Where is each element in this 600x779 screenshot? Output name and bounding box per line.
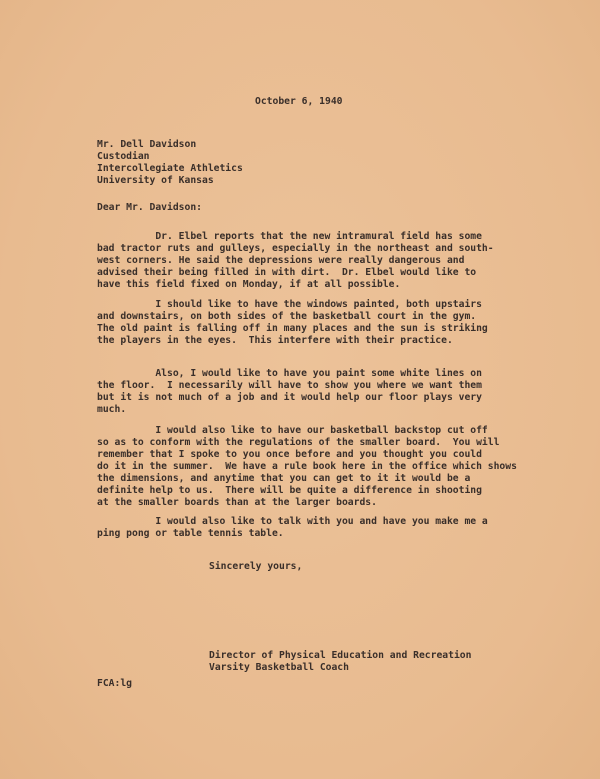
text-line: I should like to have the windows painted, both upstairs	[97, 299, 482, 310]
address-line: Mr. Dell Davidson	[97, 139, 197, 150]
text-line: remember that I spoke to you once before and you thought you could	[97, 449, 482, 460]
text-line: the floor. I necessarily will have to show you where we want them	[97, 380, 482, 391]
recipient-address	[97, 139, 243, 187]
address-line: Intercollegiate Athletics	[97, 163, 243, 174]
paragraph-1	[97, 231, 494, 291]
text-line: the dimensions, and anytime that you can get to it it would be a	[97, 473, 471, 484]
text-line: so as to conform with the regulations of the smaller board. You will	[97, 437, 500, 448]
text-line: definite help to us. There will be quite a difference in shooting	[97, 485, 482, 496]
signature-title: Varsity Basketball Coach	[209, 662, 349, 673]
text-line: ping pong or table tennis table.	[97, 528, 284, 539]
text-line: advised their being filled in with dirt. Dr. Elbel would like to	[97, 267, 477, 278]
salutation: Dear Mr. Davidson:	[97, 202, 202, 213]
paragraph-4	[97, 425, 517, 509]
text-line: west corners. He said the depressions were really dangerous and	[97, 255, 465, 266]
address-line: Custodian	[97, 151, 150, 162]
text-line: and downstairs, on both sides of the basketball court in the gym.	[97, 311, 477, 322]
text-line: bad tractor ruts and gulleys, especially in the northeast and south-	[97, 243, 494, 254]
address-line: University of Kansas	[97, 175, 214, 186]
text-line: I would also like to talk with you and have you make me a	[97, 516, 488, 527]
text-line: Dr. Elbel reports that the new intramural field has some	[97, 231, 482, 242]
text-line: much.	[97, 404, 127, 415]
signature-block	[209, 650, 471, 674]
paragraph-2	[97, 299, 488, 347]
paragraph-5	[97, 516, 488, 540]
text-line: the players in the eyes. This interfere with their practice.	[97, 335, 453, 346]
text-line: at the smaller boards than at the larger boards.	[97, 497, 377, 508]
text-line: I would also like to have our basketball backstop cut off	[97, 425, 488, 436]
text-line: The old paint is falling off in many places and the sun is striking	[97, 323, 488, 334]
text-line: do it in the summer. We have a rule book here in the office which shows	[97, 461, 517, 472]
signature-title: Director of Physical Education and Recreation	[209, 650, 472, 661]
text-line: have this field fixed on Monday, if at all possible.	[97, 279, 401, 290]
letter-date: October 6, 1940	[255, 96, 343, 107]
text-line: but it is not much of a job and it would help our floor plays very	[97, 392, 482, 403]
closing: Sincerely yours,	[209, 561, 303, 572]
text-line: Also, I would like to have you paint some white lines on	[97, 368, 482, 379]
typist-initials: FCA:lg	[97, 678, 132, 689]
paragraph-3	[97, 368, 482, 416]
